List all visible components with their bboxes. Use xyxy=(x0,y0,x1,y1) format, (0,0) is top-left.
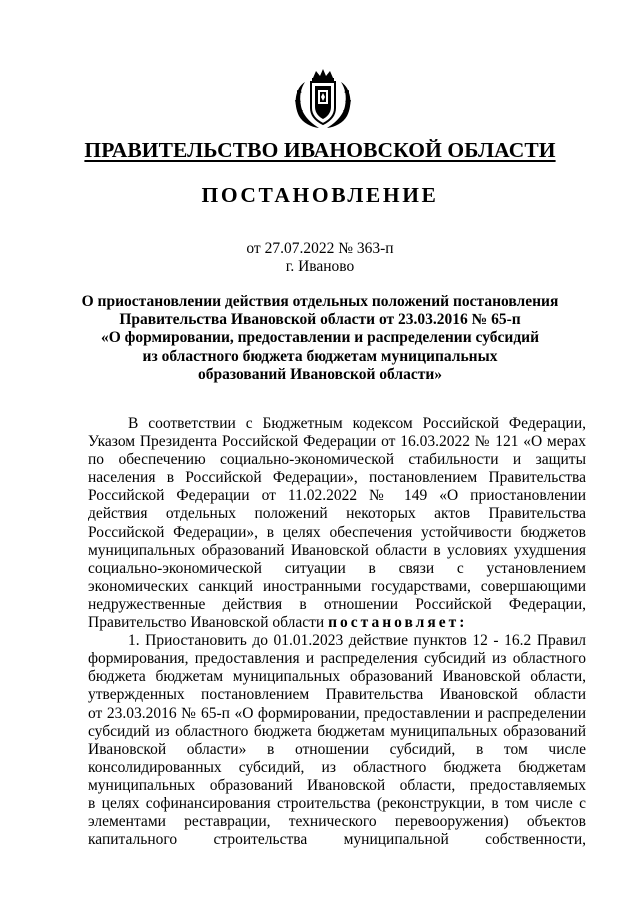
body-line: недружественные действия в отношении Российской Федерации, xyxy=(88,595,586,613)
title-line: О приостановлении действия отдельных положений постановления xyxy=(81,293,559,310)
government-name: ПРАВИТЕЛЬСТВО ИВАНОВСКОЙ ОБЛАСТИ xyxy=(84,138,556,162)
body-line: Российской Федерации», в целях обеспечения устойчивости бюджетов xyxy=(88,523,586,541)
date-and-number: от 27.07.2022 № 363-п xyxy=(246,240,394,257)
body-line: консолидированных субсидий, из областного бюджета бюджетам xyxy=(88,758,586,776)
body-line: в целях софинансирования строительства (реконструкции, в том числе с xyxy=(88,794,586,812)
body-line: формирования, предоставления и распределения субсидий из областного xyxy=(88,650,586,668)
body-line: Ивановской области» в отношении субсидий, в том числе xyxy=(88,740,586,758)
body-line: Указом Президента Российской Федерации от 16.03.2022 № 121 «О мерах xyxy=(88,433,586,451)
body-line: 1. Приостановить до 01.01.2023 действие пунктов 12 - 16.2 Правил xyxy=(128,632,586,650)
body-line: социально-экономической ситуации в связи с установлением xyxy=(88,559,586,577)
body-line-resolution xyxy=(88,614,586,632)
body-line: капитального строительства муниципальной собственности, xyxy=(88,831,586,849)
body-line: субсидий из областного бюджета бюджетам муниципальных образований xyxy=(88,722,586,740)
body-line: по обеспечению социально-экономической стабильности и защиты xyxy=(88,451,586,469)
body-line: бюджета бюджетам муниципальных образований Ивановской области, xyxy=(88,668,586,686)
title-line: из областного бюджета бюджетам муниципальных xyxy=(142,347,498,365)
body-line: Правительство Ивановской области xyxy=(88,614,325,632)
body-line: утвержденных постановлением Правительства Ивановской области xyxy=(88,686,586,704)
coat-of-arms-emblem xyxy=(291,68,355,130)
body-line: Российской Федерации от 11.02.2022 № 149 «О приостановлении xyxy=(88,487,586,505)
body-line: действия отдельных положений некоторых актов Правительства xyxy=(88,505,586,523)
title-line: Правительства Ивановской области от 23.03.2016 № 65-п xyxy=(119,311,521,329)
title-line: «О формировании, предоставлении и распределении субсидий xyxy=(100,329,540,347)
body-line: экономических санкций иностранными государствами, совершающими xyxy=(88,577,586,595)
body-line: элементами реставрации, технического перевооружения) объектов xyxy=(88,813,586,831)
body-line: муниципальных образований Ивановской области, предоставляемых xyxy=(88,776,586,794)
document-title xyxy=(80,293,560,384)
body-line: населения в Российской Федерации», постановлением Правительства xyxy=(88,469,586,487)
city: г. Иваново xyxy=(285,258,355,275)
resolves-word: постановляет: xyxy=(328,614,468,632)
document-body xyxy=(88,415,586,849)
body-line: от 23.03.2016 № 65-п «О формировании, предоставлении и распределении xyxy=(88,704,586,722)
document-type: ПОСТАНОВЛЕНИЕ xyxy=(201,183,439,207)
body-line: В соответствии с Бюджетным кодексом Российской Федерации, xyxy=(128,415,586,432)
title-line: образований Ивановской области» xyxy=(197,365,443,383)
body-line: муниципальных образований Ивановской области в условиях ухудшения xyxy=(88,541,586,559)
